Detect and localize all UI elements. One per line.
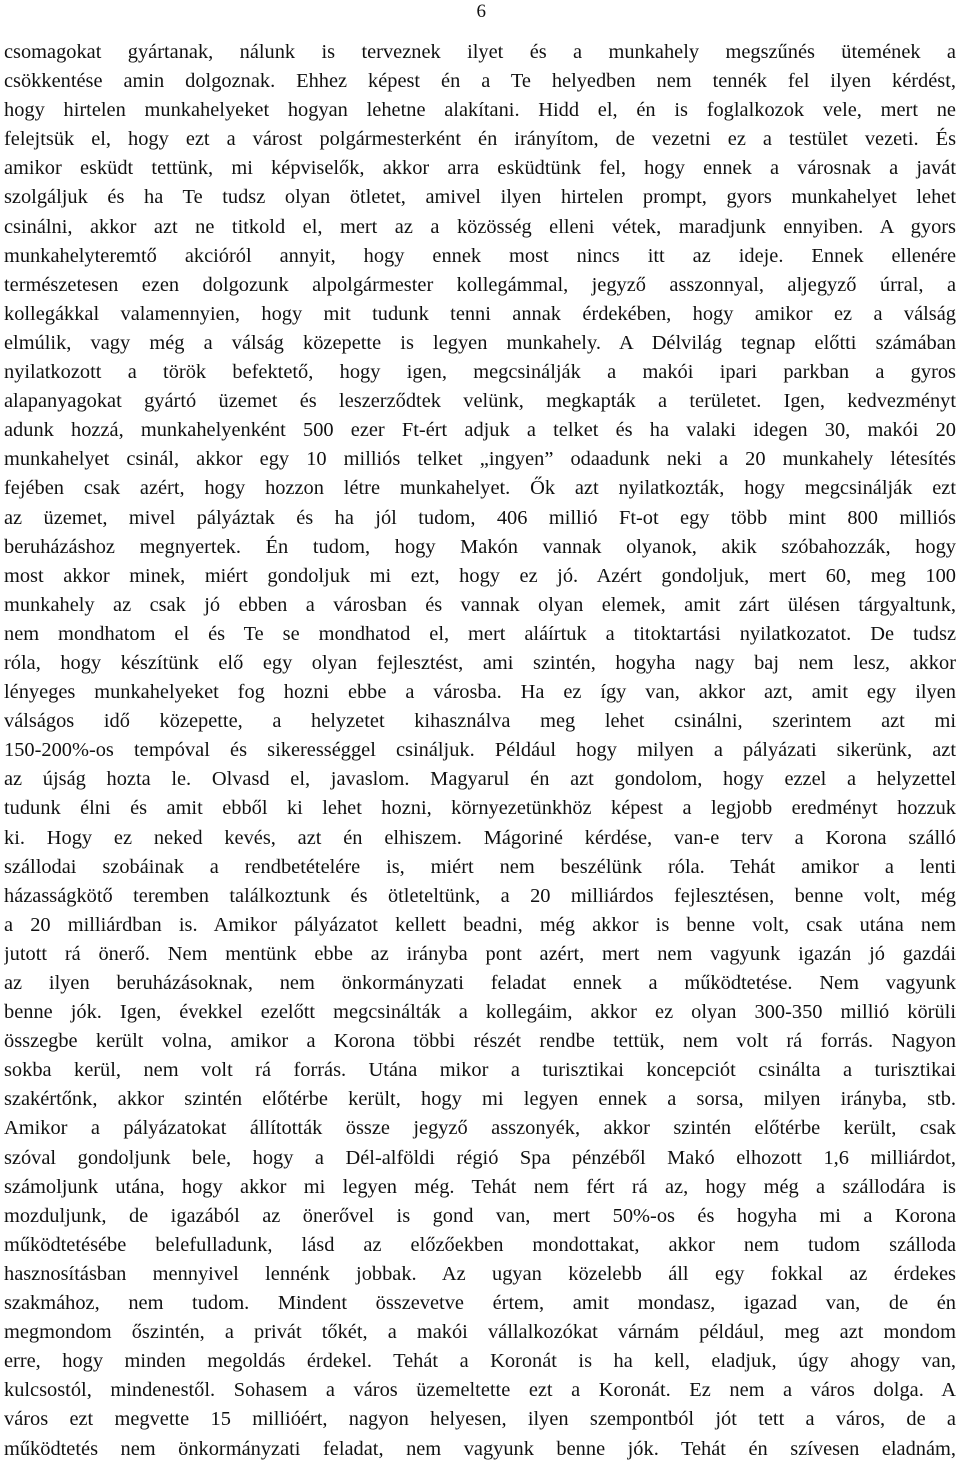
text-line: szállodai szobáinak a rendbetételére is, miért nem beszélünk róla. Tehát amikor a lenti [4,855,956,878]
text-line: város ezt megvette 15 millióért, nagyon helyesen, ilyen szempontból jót tett a város, de a [4,1408,956,1431]
text-line: most akkor minek, miért gondoljuk mi ezt, hogy ez jó. Azért gondoljuk, mert 60, meg 100 [4,564,956,587]
page-number: 6 [476,1,486,22]
text-line: természetesen ezen dolgozunk alpolgármester kollegámmal, jegyző asszonnyal, aljegyző úrral, a [4,273,956,296]
text-line: a 20 milliárdban is. Amikor pályázatot kellett beadni, még akkor is benne volt, csak utána nem [4,913,956,936]
text-line: szakmához, nem tudom. Mindent összevetve értem, amit mondasz, igazad van, de én [4,1292,956,1315]
text-line: felejtsük el, hogy ezt a várost polgármesterként én irányítom, de vezetni ez a testület vezeti. És [4,128,956,151]
text-line: Amikor a pályázatokat állították össze jegyző asszonyék, akkor szintén előtérbe került, csak [4,1117,956,1140]
text-line: nyilatkozott a török befektető, hogy igen, megcsinálják a makói ipari parkban a gyros [4,361,956,384]
text-line: amikor esküdt tettünk, mi képviselők, akkor arra esküdtünk fel, hogy ennek a városnak a javát [4,157,956,180]
text-line: hasznosításban mennyivel lennénk jobbak. Az ugyan közelebb áll egy fokkal az érdekes [4,1262,956,1285]
text-line: kulcsostól, mindenestől. Sohasem a város üzemeltette ezt a Koronát. Ez nem a város dolga. A [4,1379,956,1402]
text-line: csomagokat gyártanak, nálunk is terveznek ilyet és a munkahely megszűnés ütemének a [4,41,956,63]
text-line: számoljunk utána, hogy akkor mi legyen még. Tehát nem fért rá az, hogy még a szállodára is [4,1175,956,1198]
text-line: munkahelyteremtő akcióról annyit, hogy ennek most nincs itt az ideje. Ennek ellenére [4,244,956,267]
text-line: kollegákkal valamennyien, hogy mit tudunk tenni annak érdekében, hogy amikor ez a válság [4,302,956,325]
text-line: működtetés nem önkormányzati feladat, nem vagyunk benne jók. Tehát én szívesen eladnám, [4,1437,956,1460]
text-line: munkahelyet csinál, akkor egy 10 milliós telket „ingyen” odaadunk neki a 20 munkahely létesítés [4,448,956,471]
text-line: megmondom őszintén, a privát tőkét, a makói vállalkozókat várnám például, meg azt mondom [4,1321,956,1344]
text-line: beruházáshoz megnyertek. Én tudom, hogy Makón vannak olyanok, akik szóbahozzák, hogy [4,535,956,558]
body-text [4,38,956,1464]
text-line: tudunk élni és amit ebből ki lehet hozni, környezetünkhöz képest a legjobb eredményt hozzuk [4,797,956,820]
text-line: nem mondhatom el és Te se mondhatod el, mert aláírtuk a titoktartási nyilatkozatot. De tudsz [4,622,956,645]
text-line: válságos idő közepette, a helyzetet kihasználva meg lehet csinálni, szerintem azt mi [4,710,956,733]
text-line: munkahely az csak jó ebben a városban és vannak olyan elemek, amit zárt ülésen tárgyaltunk, [4,593,956,616]
text-line: működtetésébe belefulladunk, lásd az előzőekben mondottakat, akkor nem tudom szálloda [4,1233,956,1256]
text-line: sokba kerül, nem volt rá forrás. Utána mikor a turisztikai koncepciót csinálta a turisztikai [4,1059,956,1082]
text-line: 150-200%-os tempóval és sikerességgel csináljuk. Például hogy milyen a pályázati sikerünk, azt [4,739,956,762]
text-line: benne jók. Igen, évekkel ezelőtt megcsinálták a kollegáim, akkor ez olyan 300-350 millió körüli [4,1001,956,1024]
text-line: csökkentése amin dolgoznak. Ehhez képest én a Te helyedben nem tennék fel ilyen kérdést, [4,70,956,93]
text-line: hogy hirtelen munkahelyeket hogyan lehetne alakítani. Hidd el, én is foglalkozok vele, mert ne [4,99,956,122]
text-line: jutott rá önerő. Nem mentünk ebbe az irányba pont azért, mert nem vagyunk igazán jó gazdái [4,942,956,965]
text-line: erre, hogy minden megoldás érdekel. Tehát a Koronát is ha kell, eladjuk, úgy ahogy van, [4,1350,956,1373]
text-line: alapanyagokat gyártó üzemet és leszerződtek velünk, megkapták a területet. Igen, kedvezményt [4,390,956,413]
text-line: az ilyen beruházásoknak, nem önkormányzati feladat ennek a működtetése. Nem vagyunk [4,972,956,994]
text-line: házasságkötő teremben találkoztunk és ötleteltünk, a 20 milliárdos fejlesztésen, benne volt, még [4,884,956,907]
text-line: elmúlik, vagy még a válság közepette is legyen munkahely. A Délvilág tegnap előtti számában [4,331,956,354]
text-line: adunk hozzá, munkahelyenként 500 ezer Ft-ért adjuk a telket és ha valaki idegen 30, makói 20 [4,419,956,442]
text-line: szakértőnk, akkor szintén előtérbe került, hogy mi legyen ennek a sorsa, milyen irányba, stb. [4,1088,956,1111]
text-line: lényeges munkahelyeket fog hozni ebbe a városba. Ha ez így van, akkor azt, amit egy ilyen [4,681,956,704]
text-line: mozduljunk, de igazából az önerővel is gond van, mert 50%-os és hogyha mi a Korona [4,1204,956,1227]
text-line: az újság hozta le. Olvasd el, javaslom. Magyarul én azt gondolom, hogy ezzel a helyzettel [4,768,956,791]
text-line: fejében csak azért, hogy hozzon létre munkahelyet. Ők azt nyilatkozták, hogy megcsinálják ezt [4,477,956,500]
text-line: szolgáljuk és ha Te tudsz olyan ötletet, amivel ilyen hirtelen prompt, gyors munkahelyet lehet [4,186,956,209]
text-line: ki. Hogy ez neked kevés, azt én elhiszem. Mágoriné kérdése, van-e terv a Korona szálló [4,826,956,849]
text-line: az üzemet, mivel pályáztak és ha jól tudom, 406 millió Ft-ot egy több mint 800 milliós [4,506,956,529]
text-line: csinálni, akkor azt ne titkold el, mert az a közösség elleni vétek, maradjunk ennyiben. A gyors [4,215,956,238]
text-line: összegbe került volna, amikor a Korona többi részét rendbe tettük, nem volt rá forrás. Nagyon [4,1030,956,1053]
text-line: róla, hogy készítünk elő egy olyan fejlesztést, ami szintén, hogyha nagy baj nem lesz, akkor [4,651,956,674]
text-line: szóval gondoljunk bele, hogy a Dél-alföldi régió Spa pénzéből Makó elhozott 1,6 milliárdot, [4,1146,956,1169]
